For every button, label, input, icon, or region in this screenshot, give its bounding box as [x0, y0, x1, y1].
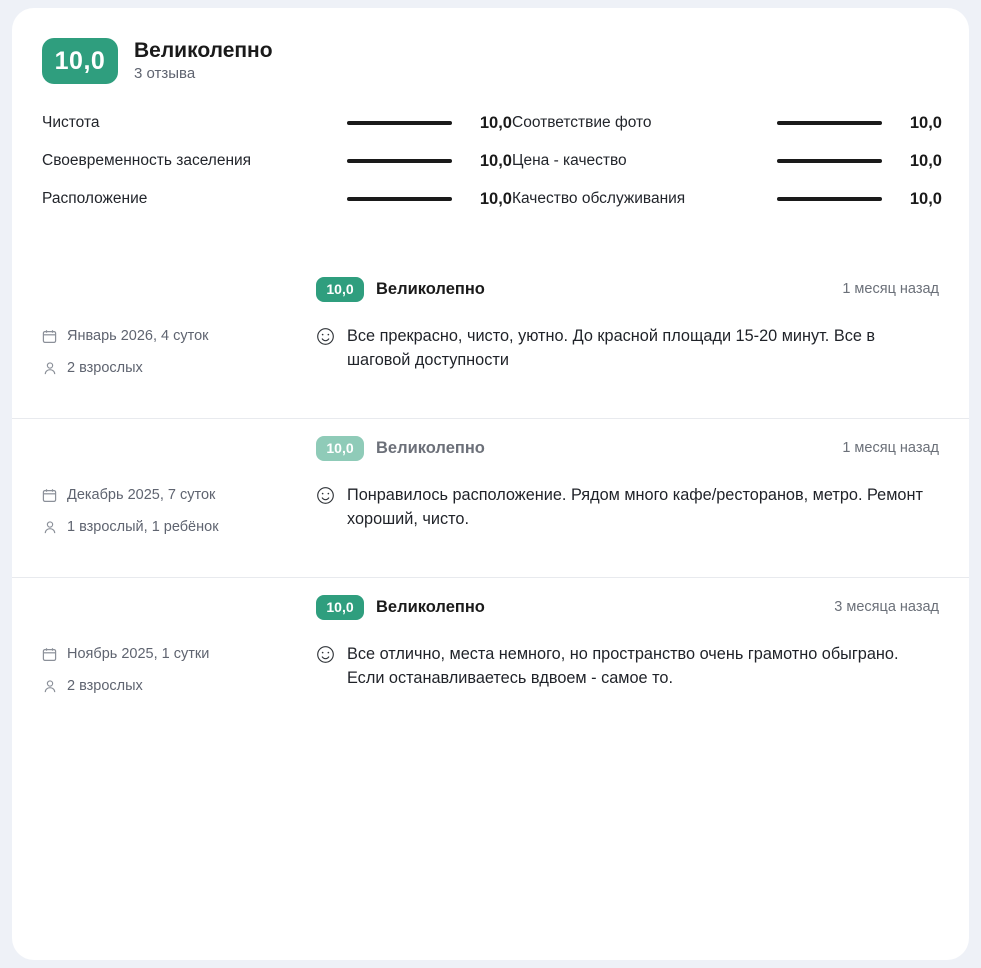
criterion-meter [347, 152, 512, 171]
review-text-row [316, 642, 939, 690]
review-guests-label: 2 взрослых [67, 678, 143, 694]
criterion-label: Расположение [42, 190, 148, 207]
person-icon [42, 678, 57, 694]
calendar-icon [42, 487, 57, 503]
review-body [316, 594, 939, 710]
review-stay [42, 487, 316, 503]
criterion-value: 10,0 [479, 189, 512, 208]
criterion-photo-match [512, 112, 942, 134]
smiley-icon [316, 645, 335, 664]
criterion-cleanliness [42, 112, 512, 134]
criterion-label: Своевременность заселения [42, 152, 252, 169]
review-meta [42, 276, 316, 392]
review-body [316, 435, 939, 551]
review-item [12, 260, 969, 418]
criteria-grid [42, 112, 942, 210]
summary-texts [134, 39, 273, 83]
criterion-price-quality [512, 150, 942, 172]
criterion-value: 10,0 [479, 113, 512, 132]
reviews-list [12, 260, 969, 736]
criterion-meter [777, 152, 942, 171]
criterion-location [42, 188, 512, 210]
review-body [316, 276, 939, 392]
review-stay-label: Декабрь 2025, 7 суток [67, 487, 216, 503]
calendar-icon [42, 646, 57, 662]
criterion-value: 10,0 [909, 189, 942, 208]
review-item [12, 577, 969, 736]
criterion-label: Соответствие фото [512, 114, 652, 131]
review-text-row [316, 483, 939, 531]
review-meta [42, 435, 316, 551]
review-header [316, 594, 939, 620]
review-text-row [316, 324, 939, 372]
overall-score-badge: 10,0 [42, 38, 118, 84]
criterion-label: Чистота [42, 114, 100, 131]
criterion-service-quality [512, 188, 942, 210]
criterion-value: 10,0 [479, 151, 512, 170]
rating-summary [42, 38, 273, 84]
criterion-checkin-timeliness [42, 150, 512, 172]
reviews-card [12, 8, 969, 960]
criterion-meter [347, 114, 512, 133]
review-guests [42, 519, 316, 535]
review-guests [42, 360, 316, 376]
review-verdict: Великолепно [376, 438, 485, 457]
person-icon [42, 360, 57, 376]
review-meta [42, 594, 316, 710]
review-header [316, 435, 939, 461]
review-inner [42, 260, 939, 418]
review-score-badge: 10,0 [316, 277, 364, 302]
review-age: 3 месяца назад [834, 599, 939, 615]
review-header [316, 276, 939, 302]
reviews-count: 3 отзыва [134, 65, 196, 83]
review-stay-label: Ноябрь 2025, 1 сутки [67, 646, 210, 662]
review-inner [42, 419, 939, 577]
review-stay [42, 646, 316, 662]
criterion-bar [347, 197, 452, 201]
review-verdict: Великолепно [376, 597, 485, 616]
review-age: 1 месяц назад [842, 440, 939, 456]
smiley-icon [316, 486, 335, 505]
criterion-value: 10,0 [909, 151, 942, 170]
criterion-meter [777, 114, 942, 133]
criterion-meter [347, 190, 512, 209]
criterion-meter [777, 190, 942, 209]
review-text: Понравилось расположение. Рядом много кафе/ресторанов, метро. Ремонт хороший, чисто. [347, 486, 923, 529]
overall-verdict: Великолепно [134, 39, 273, 63]
review-verdict: Великолепно [376, 279, 485, 298]
criterion-bar [777, 159, 882, 163]
review-score-badge: 10,0 [316, 595, 364, 620]
criterion-bar [777, 121, 882, 125]
person-icon [42, 519, 57, 535]
review-score-badge: 10,0 [316, 436, 364, 461]
review-text: Все отлично, места немного, но пространство очень грамотно обыграно. Если останавливаетесь вдвоем - самое то. [347, 645, 899, 688]
criterion-bar [347, 121, 452, 125]
criterion-value: 10,0 [909, 113, 942, 132]
review-age: 1 месяц назад [842, 281, 939, 297]
review-text: Все прекрасно, чисто, уютно. До красной площади 15-20 минут. Все в шаговой доступности [347, 327, 876, 370]
review-guests [42, 678, 316, 694]
review-inner [42, 578, 939, 736]
review-guests-label: 2 взрослых [67, 360, 143, 376]
review-guests-label: 1 взрослый, 1 ребёнок [67, 519, 219, 535]
review-stay-label: Январь 2026, 4 суток [67, 328, 209, 344]
review-stay [42, 328, 316, 344]
criterion-bar [777, 197, 882, 201]
calendar-icon [42, 328, 57, 344]
review-item [12, 418, 969, 577]
criterion-bar [347, 159, 452, 163]
criterion-label: Цена - качество [512, 152, 627, 169]
smiley-icon [316, 327, 335, 346]
criterion-label: Качество обслуживания [512, 190, 686, 207]
